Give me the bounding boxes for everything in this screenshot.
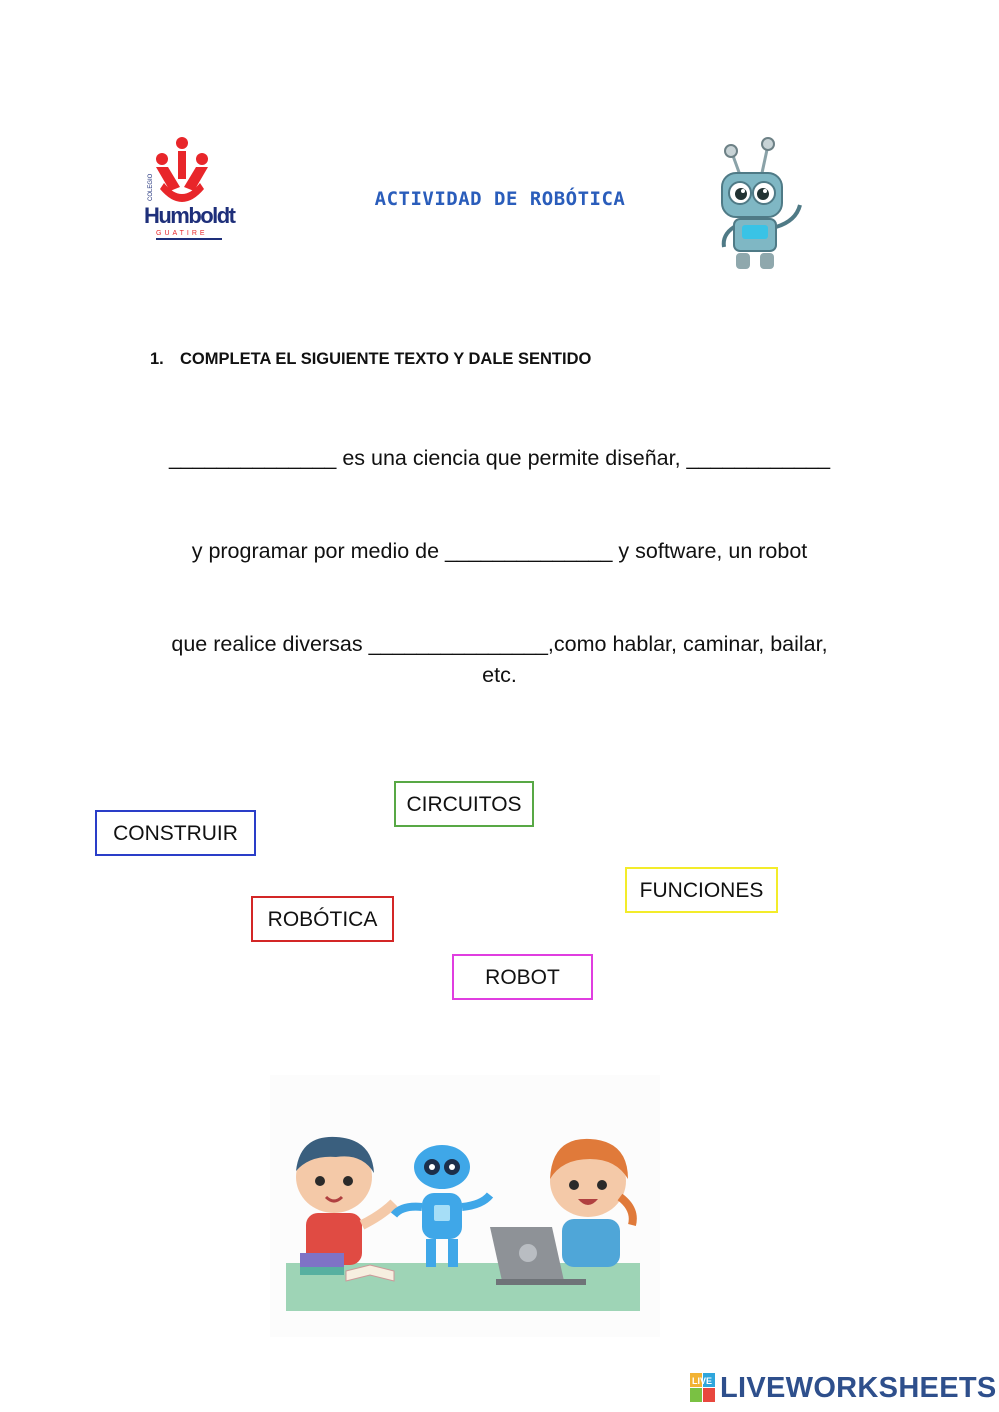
svg-text:LIVE: LIVE bbox=[692, 1376, 713, 1386]
instruction-number: 1. bbox=[150, 350, 164, 368]
paragraph-line-3: que realice diversas _______________,como hablar, caminar, bailar, bbox=[171, 632, 828, 656]
word-card-label: FUNCIONES bbox=[639, 879, 764, 902]
brand-text: LIVEWORKSHEETS bbox=[720, 1371, 997, 1404]
liveworksheets-logo-icon bbox=[690, 1373, 716, 1403]
school-logo-icon bbox=[140, 135, 240, 245]
liveworksheets-brand bbox=[690, 1372, 997, 1404]
paragraph-line-2: y programar por medio de ______________ y software, un robot bbox=[191, 539, 808, 563]
word-card-label: ROBÓTICA bbox=[267, 908, 378, 931]
instruction-text: COMPLETA EL SIGUIENTE TEXTO Y DALE SENTIDO bbox=[180, 350, 592, 368]
word-card-funciones[interactable] bbox=[625, 867, 778, 913]
school-logo bbox=[140, 135, 240, 245]
robot-icon bbox=[710, 135, 810, 275]
word-card-label: ROBOT bbox=[485, 966, 560, 989]
word-card-robotica[interactable] bbox=[251, 896, 394, 942]
word-card-circuitos[interactable] bbox=[394, 781, 534, 827]
word-card-label: CIRCUITOS bbox=[406, 793, 522, 816]
paragraph-line-4: etc. bbox=[482, 663, 517, 687]
kids-robot-illustration bbox=[270, 1075, 660, 1337]
word-card-robot[interactable] bbox=[452, 954, 593, 1000]
page-title: ACTIVIDAD DE ROBÓTICA bbox=[374, 188, 626, 210]
instruction bbox=[150, 350, 591, 369]
paragraph-line-1: ______________ es una ciencia que permite diseñar, ____________ bbox=[168, 446, 831, 470]
svg-text:COLEGIO: COLEGIO bbox=[148, 173, 154, 201]
robot-illustration bbox=[710, 135, 810, 275]
word-card-construir[interactable] bbox=[95, 810, 256, 856]
svg-text:GUATIRE: GUATIRE bbox=[156, 230, 208, 237]
svg-text:Humboldt: Humboldt bbox=[144, 203, 236, 228]
word-card-label: CONSTRUIR bbox=[113, 822, 238, 845]
kids-robot-scene-icon bbox=[270, 1075, 660, 1337]
